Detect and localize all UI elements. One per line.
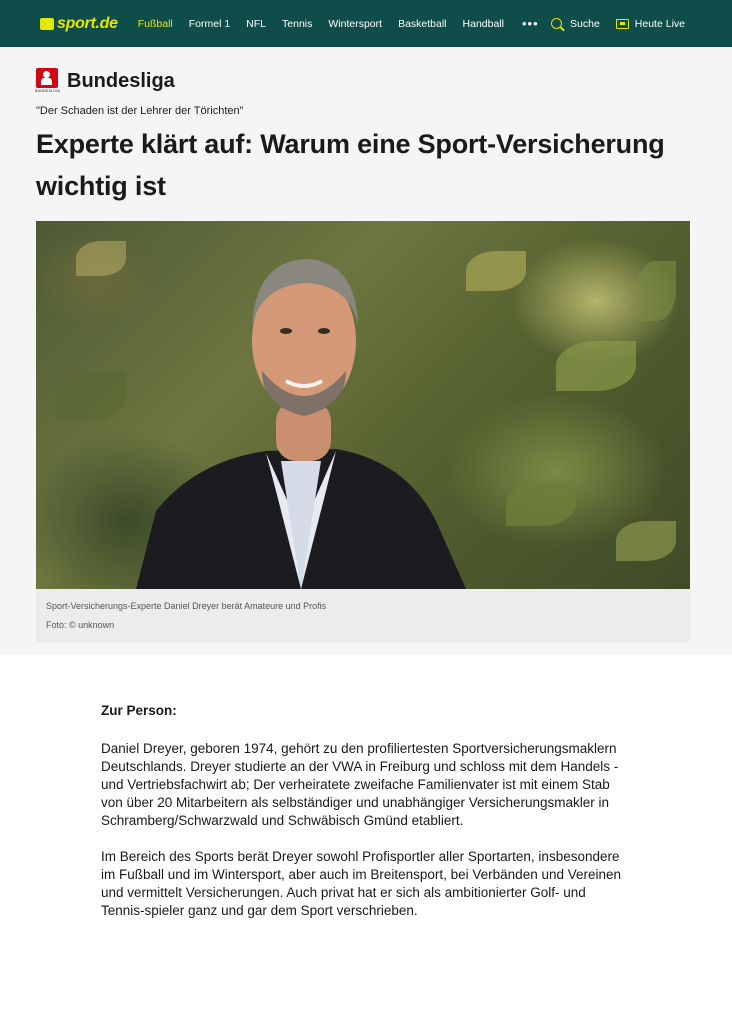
- body-paragraph: Daniel Dreyer, geboren 1974, gehört zu den profiliertesten Sportversicherungsmaklern Deutschlands. Dreyer studierte an der VWA in Freiburg und schloss mit dem Handels - und Vertriebsfachwirt ab; Der verheiratete zweifache Familienvater ist mit einem Stab von über 20 Mitarbeitern als selbständiger und unabhängiger Versicherungsmakler in Schramberg/Schwarzwald und Schwäbisch Gmünd etabliert.: [101, 741, 619, 828]
- photo-caption-box: [36, 589, 690, 642]
- logo-square-icon: [40, 18, 54, 30]
- site-logo[interactable]: [40, 15, 118, 33]
- nav-item-fussball[interactable]: Fußball: [137, 17, 173, 30]
- bundesliga-logo-icon: [35, 68, 61, 94]
- nav-item-nfl[interactable]: NFL: [246, 17, 267, 30]
- article-header: [0, 47, 732, 655]
- search-button[interactable]: [551, 18, 600, 30]
- article-headline: Experte klärt auf: Warum eine Sport-Versicherung wichtig ist: [36, 129, 665, 201]
- live-tv-icon: [616, 19, 629, 29]
- league-link[interactable]: [36, 67, 696, 95]
- nav-item-formel-1[interactable]: Formel 1: [188, 17, 231, 30]
- live-label: Heute Live: [634, 17, 685, 30]
- nav-item-tennis[interactable]: Tennis: [282, 17, 313, 30]
- article-photo[interactable]: [36, 221, 690, 589]
- nav-item-wintersport[interactable]: Wintersport: [328, 17, 383, 30]
- section-subhead: Zur Person:: [101, 703, 177, 718]
- site-logo-text: sport.de: [57, 14, 118, 32]
- portrait-figure: [136, 231, 466, 589]
- top-navigation-bar: [0, 0, 732, 47]
- more-menu-button[interactable]: •••: [521, 16, 539, 31]
- photo-caption: Sport-Versicherungs-Experte Daniel Dreyer berät Amateure und Profis: [46, 601, 327, 611]
- nav-item-handball[interactable]: Handball: [462, 17, 504, 30]
- search-label: Suche: [570, 17, 600, 30]
- body-paragraph: Im Bereich des Sports berät Dreyer sowohl Profisportler aller Sportarten, insbesondere im Fußball und im Wintersport, aber auch im Breitensport, bei Verbänden und Vereinen und vermittelt Versicherungen. Auch privat hat er sich als ambitionierter Golf- und Tennis-spieler ganz und gar dem Sport verschrieben.: [101, 849, 622, 918]
- search-icon: [551, 18, 562, 29]
- photo-credit: Foto: © unknown: [46, 620, 115, 630]
- article-body: [0, 655, 732, 920]
- header-tools: [535, 0, 685, 47]
- league-name: Bundesliga: [67, 69, 175, 92]
- live-button[interactable]: [616, 18, 685, 30]
- article-kicker: "Der Schaden ist der Lehrer der Törichten": [36, 105, 244, 117]
- main-nav: [138, 16, 539, 31]
- bundesliga-logo-text: BUNDESLIGA: [35, 89, 61, 93]
- nav-item-basketball[interactable]: Basketball: [398, 17, 447, 30]
